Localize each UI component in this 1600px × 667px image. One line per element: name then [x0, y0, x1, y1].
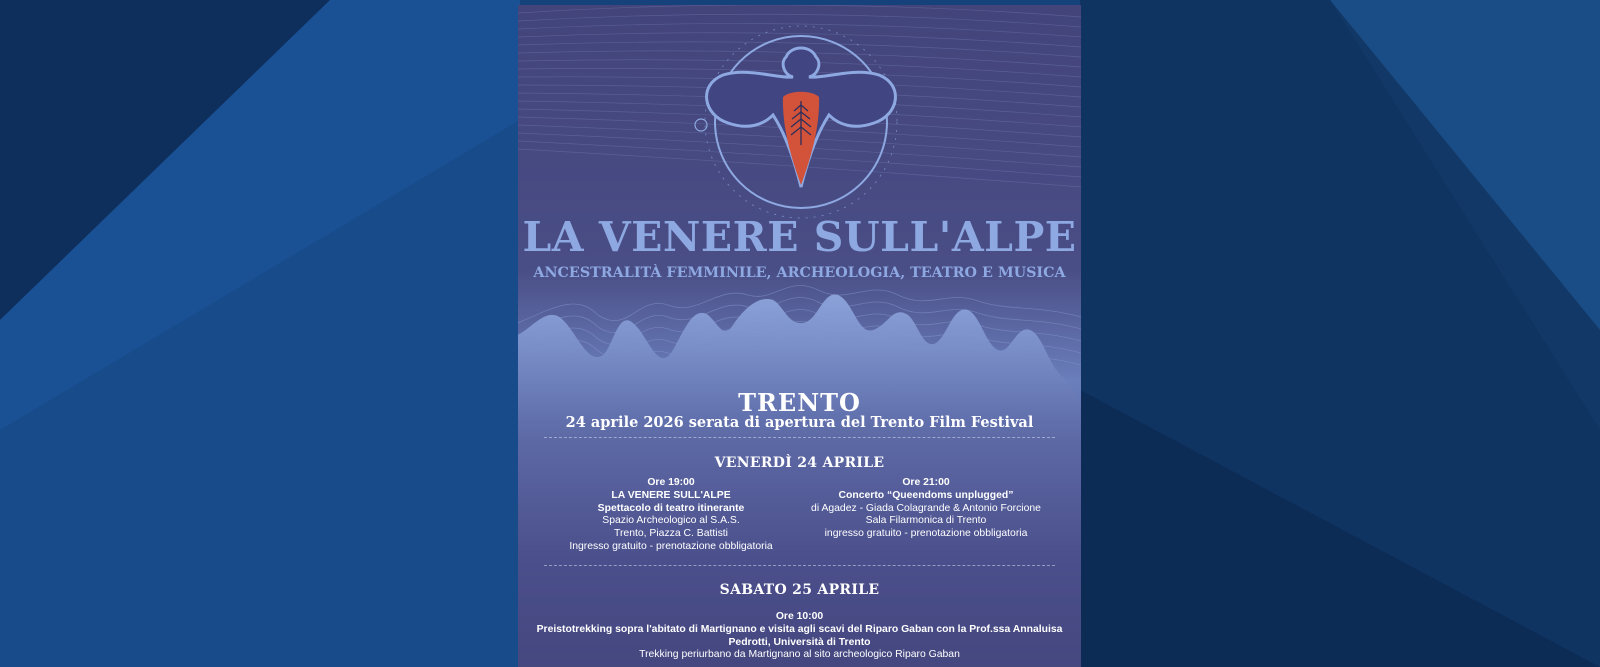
event-name: LA VENERE SULL'ALPE — [611, 489, 731, 501]
event-friday-theatre — [546, 477, 796, 554]
divider — [544, 565, 1055, 566]
event-kind: Spettacolo di teatro itinerante — [597, 502, 745, 514]
event-entry: Ingresso gratuito - prenotazione obbligatoria — [569, 540, 773, 552]
event-friday-concert — [796, 477, 1056, 541]
event-poster — [518, 5, 1081, 667]
divider — [544, 437, 1055, 438]
event-time: Ore 19:00 — [647, 477, 695, 488]
event-city: TRENTO — [738, 388, 861, 417]
event-description-cont: Pedrotti, Università di Trento — [728, 636, 871, 648]
event-address: Trento, Piazza C. Battisti — [614, 528, 728, 540]
event-name: Concerto “Queendoms unplugged” — [838, 489, 1014, 501]
event-detail: Trekking periurbano da Martignano al sito archeologico Riparo Gaban — [639, 649, 960, 661]
event-subtitle: ANCESTRALITÀ FEMMINILE, ARCHEOLOGIA, TEATRO E MUSICA — [533, 265, 1066, 281]
opening-note: 24 aprile 2026 serata di apertura del Trento Film Festival — [565, 414, 1034, 431]
friday-heading: VENERDÌ 24 APRILE — [714, 455, 885, 471]
event-entry: ingresso gratuito - prenotazione obbligatoria — [824, 528, 1028, 540]
event-description: Preistotrekking sopra l'abitato di Martignano e visita agli scavi del Riparo Gaban con la Prof.ssa Annaluisa — [536, 623, 1063, 635]
saturday-heading: SABATO 25 APRILE — [719, 582, 880, 598]
poster-artwork — [518, 5, 1081, 667]
event-title: LA VENERE SULL'ALPE — [522, 213, 1077, 261]
event-saturday-trekking — [518, 611, 1081, 662]
event-time: Ore 21:00 — [902, 477, 950, 488]
event-artists: di Agadez - Giada Colagrande & Antonio Forcione — [811, 502, 1041, 514]
event-venue: Sala Filarmonica di Trento — [865, 515, 987, 527]
event-venue: Spazio Archeologico al S.A.S. — [602, 515, 740, 527]
event-time: Ore 10:00 — [775, 611, 824, 622]
